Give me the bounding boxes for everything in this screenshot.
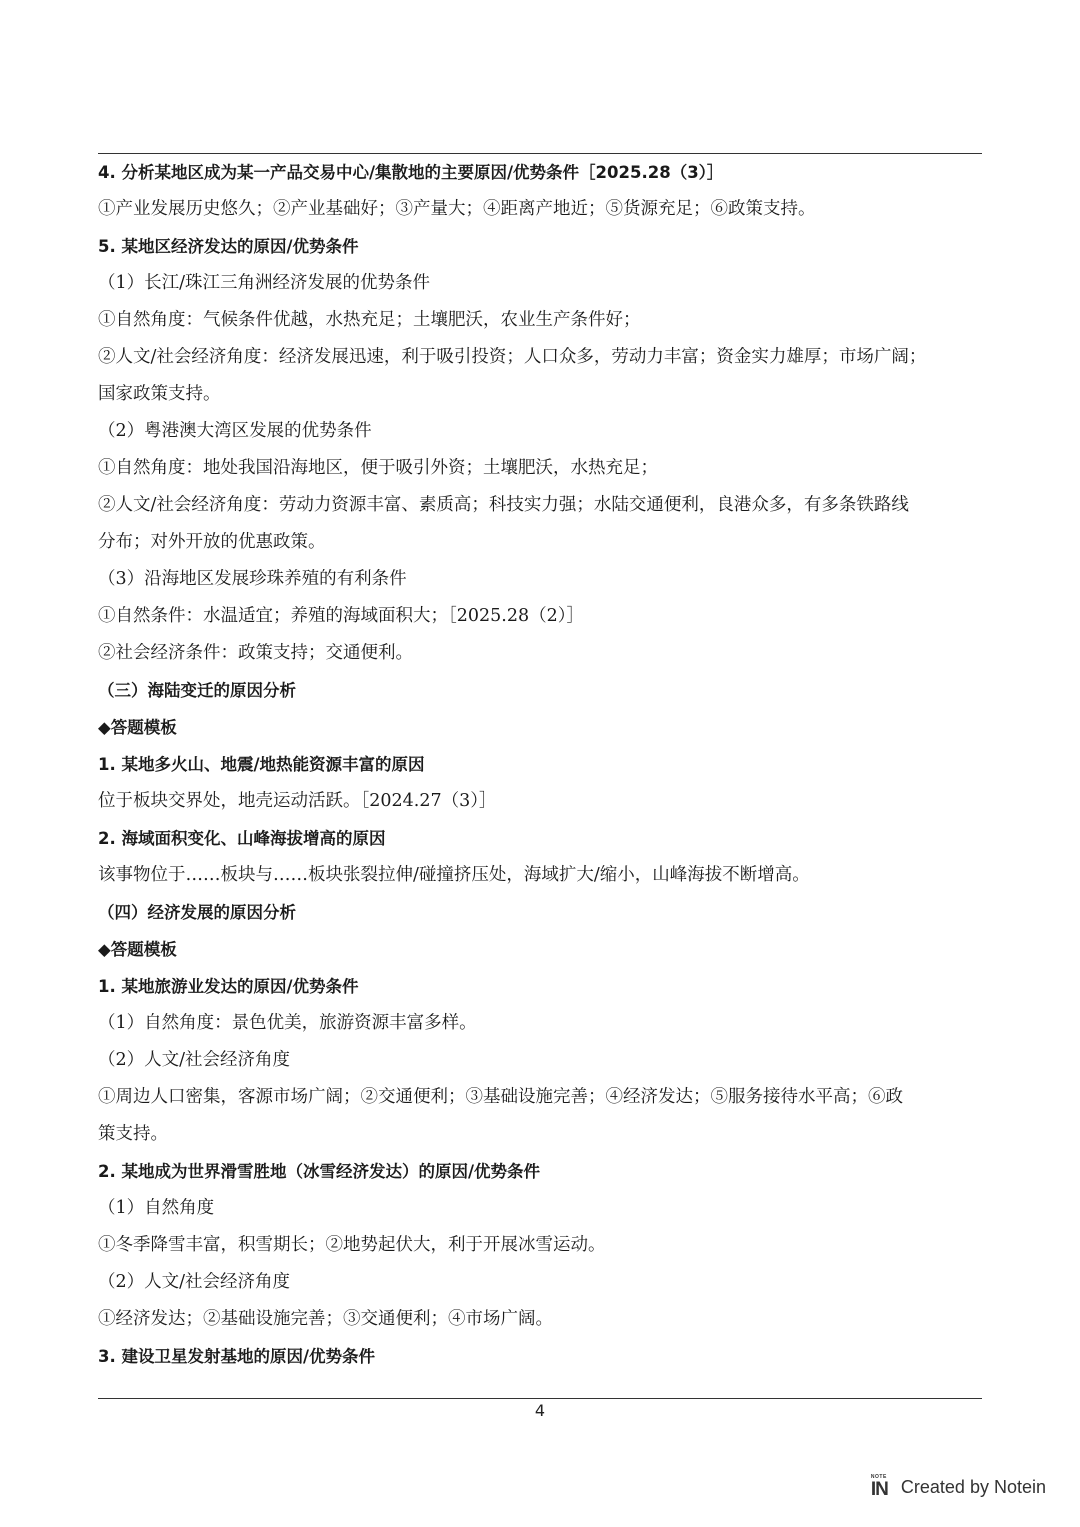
text-line: ①冬季降雪丰富，积雪期长；②地势起伏大，利于开展冰雪运动。 xyxy=(98,1235,606,1255)
section-heading: ◆答题模板 xyxy=(98,718,177,737)
section-heading: 5. 某地区经济发达的原因/优势条件 xyxy=(98,237,359,256)
text-line: 国家政策支持。 xyxy=(98,384,221,404)
notein-logo-small-text: NOTE xyxy=(870,1474,887,1480)
footer-rule xyxy=(98,1398,982,1399)
notein-watermark xyxy=(871,1473,1046,1501)
section-heading: 4. 分析某地区成为某一产品交易中心/集散地的主要原因/优势条件［2025.28（3）］ xyxy=(98,163,724,182)
section-heading: （三）海陆变迁的原因分析 xyxy=(98,681,296,700)
section-heading: 3. 建设卫星发射基地的原因/优势条件 xyxy=(98,1347,376,1366)
watermark-text: Created by Notein xyxy=(900,1477,1046,1497)
text-line: 该事物位于……板块与……板块张裂拉伸/碰撞挤压处，海域扩大/缩小，山峰海拔不断增高。 xyxy=(98,865,810,885)
section-heading: 1. 某地多火山、地震/地热能资源丰富的原因 xyxy=(98,755,425,774)
text-line: （2）人文/社会经济角度 xyxy=(98,1050,291,1070)
text-line: ①经济发达；②基础设施完善；③交通便利；④市场广阔。 xyxy=(98,1309,553,1329)
text-line: （1）自然角度：景色优美，旅游资源丰富多样。 xyxy=(98,1013,477,1033)
text-line: 策支持。 xyxy=(98,1124,168,1144)
notein-logo-icon xyxy=(871,1474,895,1500)
text-line: ①自然条件：水温适宜；养殖的海域面积大；［2025.28（2）］ xyxy=(98,606,584,626)
text-line: ②人文/社会经济角度：劳动力资源丰富、素质高；科技实力强；水陆交通便利，良港众多，有多条铁路线 xyxy=(98,495,909,515)
section-heading: 1. 某地旅游业发达的原因/优势条件 xyxy=(98,977,359,996)
section-heading: 2. 某地成为世界滑雪胜地（冰雪经济发达）的原因/优势条件 xyxy=(98,1162,541,1181)
text-line: 分布；对外开放的优惠政策。 xyxy=(98,532,326,552)
text-line: （2）粤港澳大湾区发展的优势条件 xyxy=(98,421,372,441)
text-line: （2）人文/社会经济角度 xyxy=(98,1272,291,1292)
text-line: ①自然角度：气候条件优越，水热充足；土壤肥沃，农业生产条件好； xyxy=(98,310,641,330)
section-heading: （四）经济发展的原因分析 xyxy=(98,903,296,922)
text-line: ②人文/社会经济角度：经济发展迅速，利于吸引投资；人口众多，劳动力丰富；资金实力雄厚；市场广阔； xyxy=(98,347,927,367)
section-heading: ◆答题模板 xyxy=(98,940,177,959)
text-line: （1）自然角度 xyxy=(98,1198,215,1218)
text-line: ①周边人口密集，客源市场广阔；②交通便利；③基础设施完善；④经济发达；⑤服务接待水平高；⑥政 xyxy=(98,1087,903,1107)
text-line: ①产业发展历史悠久；②产业基础好；③产量大；④距离产地近；⑤货源充足；⑥政策支持。 xyxy=(98,199,816,219)
text-line: 位于板块交界处，地壳运动活跃。［2024.27（3）］ xyxy=(98,791,497,811)
text-line: （1）长江/珠江三角洲经济发展的优势条件 xyxy=(98,273,431,293)
text-line: ②社会经济条件：政策支持；交通便利。 xyxy=(98,643,413,663)
document-body xyxy=(98,154,982,1375)
section-heading: 2. 海域面积变化、山峰海拔增高的原因 xyxy=(98,829,386,848)
notein-logo-big-text: IN xyxy=(870,1479,888,1500)
text-line: （3）沿海地区发展珍珠养殖的有利条件 xyxy=(98,569,407,589)
text-line: ①自然角度：地处我国沿海地区，便于吸引外资；土壤肥沃，水热充足； xyxy=(98,458,658,478)
page-number: 4 xyxy=(534,1401,546,1420)
